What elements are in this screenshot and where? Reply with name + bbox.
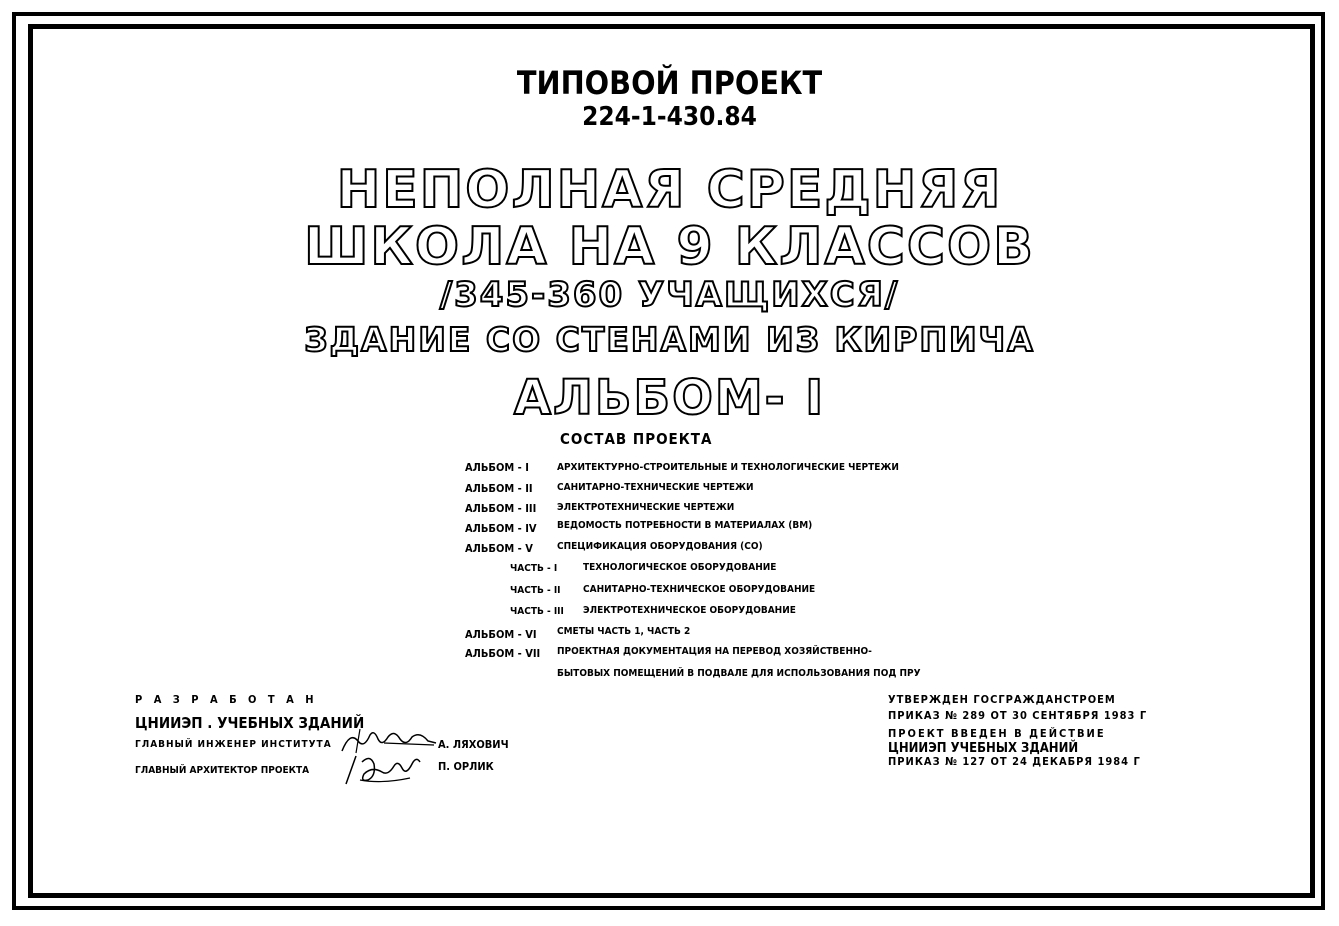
approval-line-1: УТВЕРЖДЕН ГОСГРАЖДАНСТРОЕМ: [888, 693, 1116, 706]
album-label: АЛЬБОМ - I: [465, 461, 529, 474]
approval-order-2: ПРИКАЗ № 127 ОТ 24 ДЕКАБРЯ 1984 Г: [888, 755, 1141, 768]
chief-architect-signature: [342, 750, 432, 788]
album-description: СМЕТЫ ЧАСТЬ 1, ЧАСТЬ 2: [557, 626, 691, 637]
standard-project-title: ТИПОВОЙ ПРОЕКТ: [516, 64, 823, 102]
album-description: ВЕДОМОСТЬ ПОТРЕБНОСТИ В МАТЕРИАЛАХ (ВМ): [557, 520, 813, 531]
album-description: ЭЛЕКТРОТЕХНИЧЕСКИЕ ЧЕРТЕЖИ: [557, 502, 735, 513]
approval-order-1: ПРИКАЗ № 289 ОТ 30 СЕНТЯБРЯ 1983 Г: [888, 709, 1148, 722]
building-material: ЗДАНИЕ СО СТЕНАМИ ИЗ КИРПИЧА: [304, 320, 1035, 359]
building-capacity: /345-360 УЧАЩИХСЯ/: [439, 275, 900, 315]
part-label: ЧАСТЬ - I: [510, 563, 558, 574]
album-label: АЛЬБОМ - II: [465, 482, 533, 495]
album-description: САНИТАРНО-ТЕХНИЧЕСКИЕ ЧЕРТЕЖИ: [557, 482, 754, 493]
part-description: ЭЛЕКТРОТЕХНИЧЕСКОЕ ОБОРУДОВАНИЕ: [583, 605, 796, 616]
album-description-continuation: БЫТОВЫХ ПОМЕЩЕНИЙ В ПОДВАЛЕ ДЛЯ ИСПОЛЬЗОВАНИЯ ПОД ПРУ: [557, 668, 921, 679]
enactment-organization: ЦНИИЭП УЧЕБНЫХ ЗДАНИЙ: [888, 741, 1079, 756]
composition-heading: СОСТАВ ПРОЕКТА: [560, 430, 713, 448]
album-label: АЛЬБОМ - IV: [465, 522, 537, 535]
building-title-line-2: ШКОЛА НА 9 КЛАССОВ: [304, 217, 1035, 277]
part-label: ЧАСТЬ - III: [510, 606, 564, 617]
album-description: СПЕЦИФИКАЦИЯ ОБОРУДОВАНИЯ (СО): [557, 541, 763, 552]
album-label: АЛЬБОМ - VII: [465, 647, 541, 660]
part-description: САНИТАРНО-ТЕХНИЧЕСКОЕ ОБОРУДОВАНИЕ: [583, 584, 816, 595]
chief-engineer-title: ГЛАВНЫЙ ИНЖЕНЕР ИНСТИТУТА: [135, 739, 332, 750]
developer-heading: Р А З Р А Б О Т А Н: [135, 693, 318, 706]
chief-engineer-name: А. ЛЯХОВИЧ: [438, 738, 509, 751]
part-label: ЧАСТЬ - II: [510, 585, 561, 596]
chief-architect-title: ГЛАВНЫЙ АРХИТЕКТОР ПРОЕКТА: [135, 765, 310, 776]
part-description: ТЕХНОЛОГИЧЕСКОЕ ОБОРУДОВАНИЕ: [583, 562, 777, 573]
album-description: ПРОЕКТНАЯ ДОКУМЕНТАЦИЯ НА ПЕРЕВОД ХОЗЯЙСТВЕННО-: [557, 646, 872, 657]
project-number: 224-1-430.84: [582, 102, 757, 132]
building-title-line-1: НЕПОЛНАЯ СРЕДНЯЯ: [336, 160, 1003, 220]
album-label: АЛЬБОМ - V: [465, 542, 533, 555]
album-label: АЛЬБОМ - III: [465, 502, 537, 515]
album-label: АЛЬБОМ - VI: [465, 628, 537, 641]
album-title: АЛЬБОМ- I: [513, 370, 826, 426]
enactment-line: ПРОЕКТ ВВЕДЕН В ДЕЙСТВИЕ: [888, 727, 1106, 740]
developer-organization: ЦНИИЭП . УЧЕБНЫХ ЗДАНИЙ: [135, 714, 365, 732]
chief-architect-name: П. ОРЛИК: [438, 760, 494, 773]
album-description: АРХИТЕКТУРНО-СТРОИТЕЛЬНЫЕ И ТЕХНОЛОГИЧЕСКИЕ ЧЕРТЕЖИ: [557, 462, 899, 473]
